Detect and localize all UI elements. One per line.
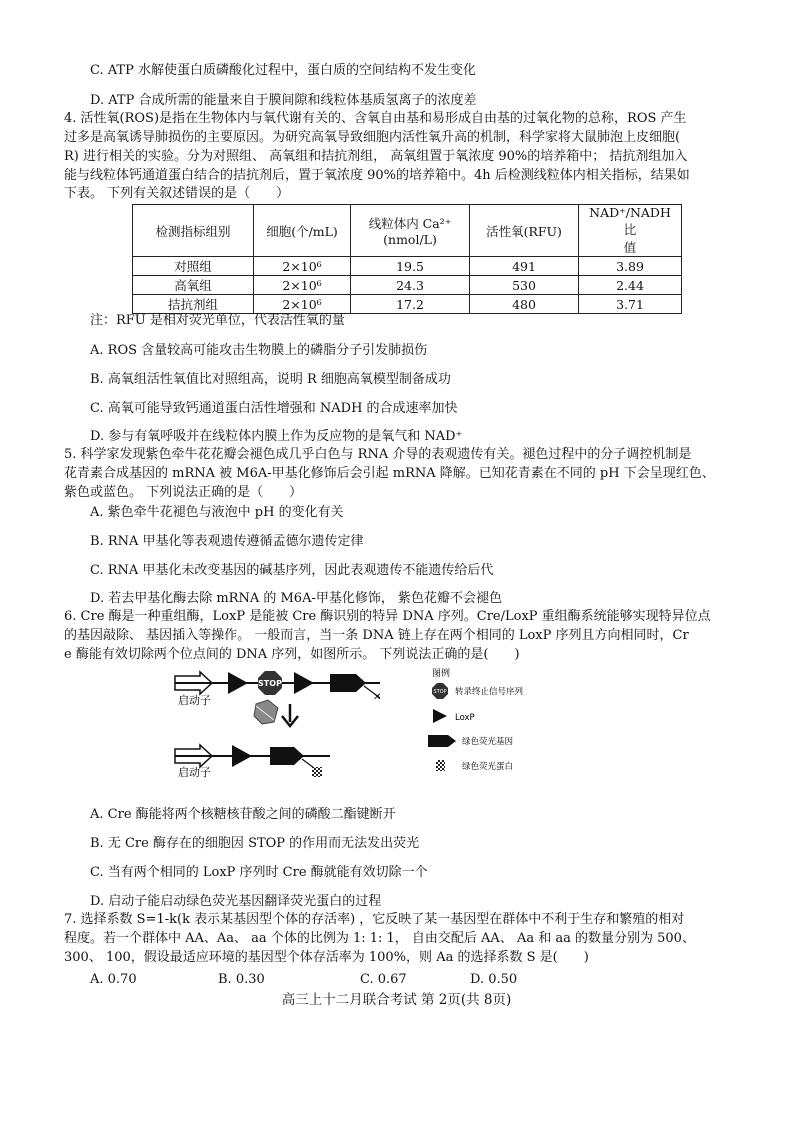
q4-stem-line: R) 进行相关的实验。分为对照组、 高氧组和拮抗剂组， 高氧组置于氧浓度 90%的培养箱中； 拮抗剂组加入 (64, 149, 688, 164)
q6-stem-line: 的基因敲除、 基因插入等操作。 一般而言，当一条 DNA 链上存在两个相同的 LoxP 序列且方向相同时，Cr (64, 628, 689, 643)
table-row (133, 257, 682, 276)
q5-option-a: A. 紫色牵牛花褪色与液泡中 pH 的变化有关 (90, 505, 344, 520)
table-cell: 2×10⁶ (254, 295, 351, 314)
q5-stem-line: 花青素合成基因的 mRNA 被 M6A-甲基化修饰后会引起 mRNA 降解。已知花青素在不同的 pH 下会呈现红色、 (64, 466, 715, 481)
table-cell: 2×10⁶ (254, 276, 351, 295)
stop-label: STOP (258, 679, 282, 688)
legend-item-label: 绿色荧光基因 (462, 737, 514, 747)
header-line: NAD⁺/NADH 比 (589, 205, 671, 237)
table-header-cell (579, 205, 682, 257)
table-cell: 2×10⁶ (254, 257, 351, 276)
legend-item-label: 绿色荧光蛋白 (462, 762, 514, 772)
q6-option-a: A. Cre 酶能将两个核糖核苷酸之间的磷酸二酯键断开 (90, 807, 396, 822)
q5-stem-line: 5. 科学家发现紫色牵牛花花瓣会褪色成几乎白色与 RNA 介导的表观遗传有关。褪色过程中的分子调控机制是 (64, 447, 692, 462)
table-cell: 530 (470, 276, 579, 295)
table-cell: 480 (470, 295, 579, 314)
q6-stem-line: e 酶能有效切除两个位点间的 DNA 序列，如图所示。 下列说法正确的是( ) (64, 647, 520, 662)
legend-item-label: 转录终止信号序列 (455, 687, 524, 697)
q4-stem-line: 下表。 下列有关叙述错误的是（ ） (64, 186, 290, 201)
q6-option-d: D. 启动子能启动绿色荧光基因翻译荧光蛋白的过程 (90, 894, 382, 909)
q6-option-b: B. 无 Cre 酶存在的细胞因 STOP 的作用而无法发出荧光 (90, 836, 420, 851)
table-header-cell: 检测指标组别 (133, 205, 254, 257)
cre-enzyme-icon (254, 700, 278, 724)
cre-loxp-diagram (170, 664, 610, 789)
q3-option-d: D. ATP 合成所需的能量来自于膜间隙和线粒体基质氢离子的浓度差 (90, 93, 477, 108)
table-cell: 高氧组 (133, 276, 254, 295)
legend-title: 图例 (432, 669, 451, 679)
table-cell: 2.44 (579, 276, 682, 295)
header-line: (nmol/L) (383, 232, 437, 247)
loxp-icon (228, 672, 248, 694)
loxp-icon (294, 672, 314, 694)
loxp-icon (433, 709, 447, 723)
q7-stem-line: 程度。若一个群体中 AA、Aa、 aa 个体的比例为 1: 1: 1， 自由交配后 AA、 Aa 和 aa 的数量分别为 500、 (64, 931, 695, 946)
page-footer: 高三上十二月联合考试 第 2页(共 8页) (281, 992, 512, 1008)
loxp-icon (232, 745, 252, 767)
q7-option-b: B. 0.30 (218, 972, 265, 987)
promoter-label: 启动子 (178, 766, 211, 779)
q4-option-b: B. 高氧组活性氧值比对照组高，说明 R 细胞高氧模型制备成功 (90, 372, 451, 387)
table-cell: 拮抗剂组 (133, 295, 254, 314)
q5-option-d: D. 若去甲基化酶去除 mRNA 的 M6A-甲基化修饰， 紫色花瓣不会褪色 (90, 591, 502, 606)
header-line: 线粒体内 Ca²⁺ (368, 216, 452, 231)
gfp-gene-icon (330, 674, 366, 692)
table-cell: 491 (470, 257, 579, 276)
q7-stem-line: 7. 选择系数 S=1-k(k 表示某基因型个体的存活率) ，它反映了某一基因型在群体中不利于生存和繁殖的相对 (64, 912, 685, 927)
cre-action (254, 700, 298, 726)
table-header-cell (351, 205, 470, 257)
gfp-protein-icon (436, 760, 445, 771)
legend (428, 667, 523, 772)
table-header-row (133, 205, 682, 257)
table-cell: 17.2 (351, 295, 470, 314)
q4-stem-line: 4. 活性氧(ROS)是指在生物体内与氧代谢有关的、含氧自由基和易形成自由基的过氧化物的总称，ROS 产生 (64, 111, 687, 126)
q6-option-c: C. 当有两个相同的 LoxP 序列时 Cre 酶就能有效切除一个 (90, 865, 428, 880)
gfp-protein-icon (312, 767, 322, 777)
table-header-cell: 细胞(个/mL) (254, 205, 351, 257)
q4-option-a: A. ROS 含量较高可能攻击生物膜上的磷脂分子引发肺损伤 (90, 343, 428, 358)
upper-construct (175, 671, 381, 707)
q4-option-c: C. 高氧可能导致钙通道蛋白活性增强和 NADH 的合成速率加快 (90, 401, 458, 416)
q4-stem-line: 过多是高氧诱导肺损伤的主要原因。为研究高氧导致细胞内活性氧升高的机制，科学家将大鼠肺泡上皮细胞( (64, 130, 681, 145)
stop-label: STOP (433, 689, 447, 695)
q4-note: 注：RFU 是相对荧光单位，代表活性氧的量 (90, 313, 345, 328)
q7-option-d: D. 0.50 (470, 972, 518, 987)
q6-stem-line: 6. Cre 酶是一种重组酶，LoxP 是能被 Cre 酶识别的特异 DNA 序列。Cre/LoxP 重组酶系统能够实现特异位点 (64, 609, 711, 624)
legend-item-label: LoxP (455, 713, 475, 723)
table-header-cell: 活性氧(RFU) (470, 205, 579, 257)
q5-option-b: B. RNA 甲基化等表观遗传遵循孟德尔遗传定律 (90, 534, 364, 549)
q5-option-c: C. RNA 甲基化未改变基因的碱基序列，因此表观遗传不能遗传给后代 (90, 563, 494, 578)
q7-option-a: A. 0.70 (90, 972, 137, 987)
q7-stem-line: 300、 100，假设最适应环境的基因型个体存活率为 100%，则 Aa 的选择系数 S 是( ) (64, 950, 589, 965)
table-row (133, 295, 682, 314)
blocked-mark-icon: ✕ (373, 692, 382, 703)
q4-stem-line: 能与线粒体钙通道蛋白结合的拮抗剂后，置于氧浓度 90%的培养箱中。4h 后检测线粒体内相关指标，结果如 (64, 168, 690, 183)
q4-option-d: D. 参与有氧呼吸并在线粒体内膜上作为反应物的是氧气和 NAD⁺ (90, 429, 463, 444)
table-cell: 24.3 (351, 276, 470, 295)
lower-construct (175, 745, 330, 779)
results-table (132, 204, 682, 314)
q7-option-c: C. 0.67 (360, 972, 407, 987)
table-cell: 3.71 (579, 295, 682, 314)
table-cell: 19.5 (351, 257, 470, 276)
gfp-gene-icon (428, 735, 456, 747)
promoter-label: 启动子 (178, 694, 211, 707)
table-cell: 3.89 (579, 257, 682, 276)
table-cell: 对照组 (133, 257, 254, 276)
header-line: 值 (623, 240, 637, 255)
gfp-gene-icon (270, 747, 304, 765)
q5-stem-line: 紫色或蓝色。 下列说法正确的是（ ） (64, 485, 303, 500)
q3-option-c: C. ATP 水解使蛋白质磷酸化过程中，蛋白质的空间结构不发生变化 (90, 63, 476, 78)
table-row (133, 276, 682, 295)
